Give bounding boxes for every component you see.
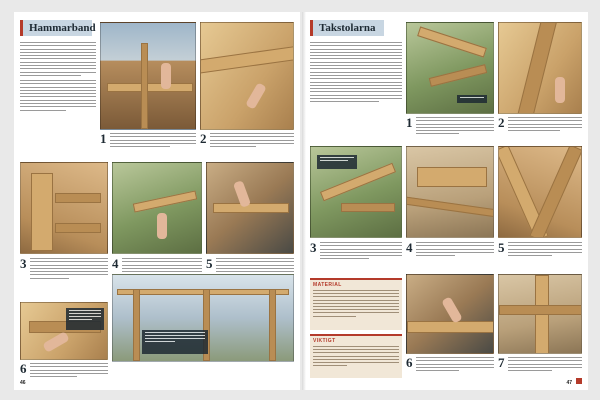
left-page-title-bar [20, 20, 96, 36]
takstol-step-3-text [320, 242, 402, 262]
takstol-step-1-text [416, 117, 494, 137]
takstol-step-5-number: 5 [498, 240, 505, 255]
right-page-title-bar [310, 20, 384, 36]
step-1-photo [100, 22, 196, 130]
right-page-title: Takstolarna [319, 22, 376, 34]
takstol-step-7-photo [498, 274, 582, 354]
takstol-step-3-photo-label [317, 155, 357, 169]
takstol-step-2-text [508, 117, 582, 133]
intro-text [20, 42, 96, 113]
takstol-step-2-photo [498, 22, 582, 114]
material-box-title: MATERIAL [313, 282, 342, 288]
left-step-2-text [210, 133, 294, 149]
warning-box [310, 334, 402, 378]
warning-box-title: VIKTIGT [313, 338, 336, 344]
left-page-folio: 46 [20, 380, 26, 386]
takstolar-intro-text [310, 42, 402, 105]
left-step-1-number: 1 [100, 131, 107, 146]
step-5-photo [206, 162, 294, 254]
left-step-1-text [110, 133, 196, 149]
left-page [14, 12, 300, 390]
right-page-footer [566, 380, 572, 386]
takstol-step-6-text [416, 357, 494, 373]
left-step-6-number: 6 [20, 361, 27, 376]
takstol-step-6-number: 6 [406, 355, 413, 370]
step-6-photo-caption [66, 308, 104, 330]
step-2-photo [200, 22, 294, 130]
takstol-step-6-photo [406, 274, 494, 354]
takstol-step-3-number: 3 [310, 240, 317, 255]
material-box [310, 278, 402, 330]
takstol-step-7-number: 7 [498, 355, 505, 370]
right-page [302, 12, 588, 390]
takstol-step-4-text [416, 242, 494, 258]
step-3-photo [20, 162, 108, 254]
step-4-photo [112, 162, 202, 254]
right-page-folio: 47 [566, 380, 572, 386]
takstol-step-4-number: 4 [406, 240, 413, 255]
left-page-footer [20, 380, 26, 386]
finished-frame-caption [142, 330, 208, 354]
left-step-2-number: 2 [200, 131, 207, 146]
takstol-step-1-photo [406, 22, 494, 114]
takstol-step-1-number: 1 [406, 115, 413, 130]
continue-marker [576, 378, 582, 384]
takstol-step-5-text [508, 242, 582, 258]
left-step-4-number: 4 [112, 256, 119, 271]
magazine-spread [14, 12, 588, 390]
takstol-step-3-photo [310, 146, 402, 238]
takstol-step-4-photo [406, 146, 494, 238]
left-step-6-text [30, 363, 108, 379]
takstol-step-5-photo [498, 146, 582, 238]
takstol-step-7-text [508, 357, 582, 373]
left-step-3-text [30, 258, 108, 281]
takstol-step-2-number: 2 [498, 115, 505, 130]
left-step-5-number: 5 [206, 256, 213, 271]
takstol-step-1-label [457, 95, 487, 103]
left-step-3-number: 3 [20, 256, 27, 271]
left-page-title: Hammarband [29, 22, 96, 34]
